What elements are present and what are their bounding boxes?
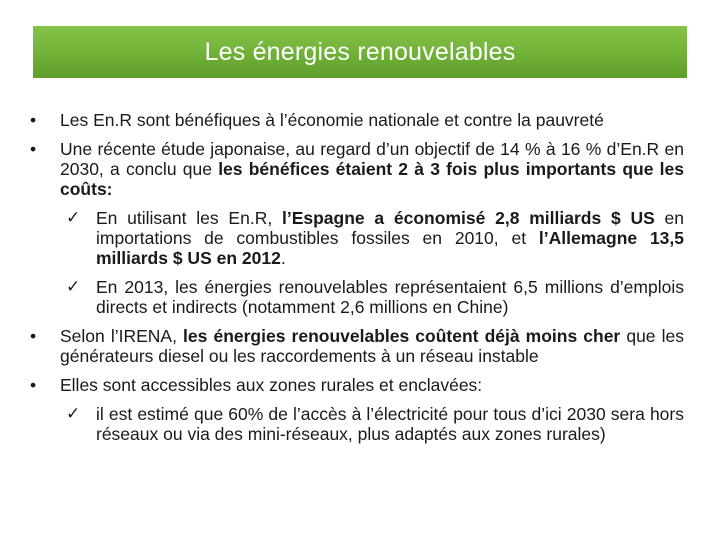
text-segment: Une récente étude japonaise, au regard d’un objectif de 14 % à 16 % d’En.R en 2030, a conclu que [60, 139, 684, 179]
bullet-item [28, 139, 684, 199]
text-segment: . [280, 248, 286, 268]
bullet-text [60, 110, 684, 130]
text-segment: Elles sont accessibles aux zones rurales et enclavées: [60, 375, 483, 395]
bullet-icon: • [30, 375, 37, 395]
checkmark-icon: ✓ [66, 404, 81, 423]
text-segment: que les générateurs diesel ou les raccordements à un réseau instable [60, 326, 684, 366]
bullet-item [28, 326, 684, 366]
bullet-text [60, 139, 684, 199]
bold-segment: l’Allemagne 13,5 milliards $ US en 2012 [96, 228, 684, 268]
sub-bullet-item [66, 277, 684, 317]
title-banner [33, 26, 687, 78]
bullet-text [96, 404, 684, 444]
sub-bullet-item [66, 208, 684, 268]
text-segment: il est estimé que 60% de l’accès à l’électricité pour tous d’ici 2030 sera hors réseaux ou via des mini-réseaux, plus adaptés aux zones rurales) [96, 404, 684, 444]
bullet-text [60, 326, 684, 366]
checkmark-icon: ✓ [66, 208, 81, 227]
bullet-list [28, 110, 684, 453]
bullet-icon: • [30, 110, 37, 130]
bold-segment: les énergies renouvelables coûtent déjà moins cher [183, 326, 621, 346]
bullet-text [60, 375, 684, 395]
text-segment: Selon l’IRENA, [60, 326, 184, 346]
text-segment: En utilisant les En.R, [96, 208, 282, 228]
slide-title: Les énergies renouvelables [204, 37, 516, 66]
text-segment: et contre la pauvreté [439, 110, 604, 130]
bold-segment: l’Espagne a économisé 2,8 milliards $ US [281, 208, 655, 228]
checkmark-icon: ✓ [66, 277, 81, 296]
bullet-item [28, 375, 684, 395]
bullet-item [28, 110, 684, 130]
bullet-icon: • [30, 326, 37, 346]
text-segment: Les En.R sont bénéfiques à l’économie nationale [60, 110, 440, 130]
bullet-text [96, 277, 684, 317]
text-segment: En 2013, les énergies renouvelables représentaient 6,5 millions d’emplois directs et indirects (notamment 2,6 millions en Chine) [96, 277, 684, 317]
bullet-icon: • [30, 139, 37, 159]
bullet-text [96, 208, 684, 268]
sub-bullet-item [66, 404, 684, 444]
bold-segment: les bénéfices étaient 2 à 3 fois plus importants que les coûts: [60, 159, 684, 199]
text-segment: en importations de combustibles fossiles en 2010, et [96, 208, 685, 248]
